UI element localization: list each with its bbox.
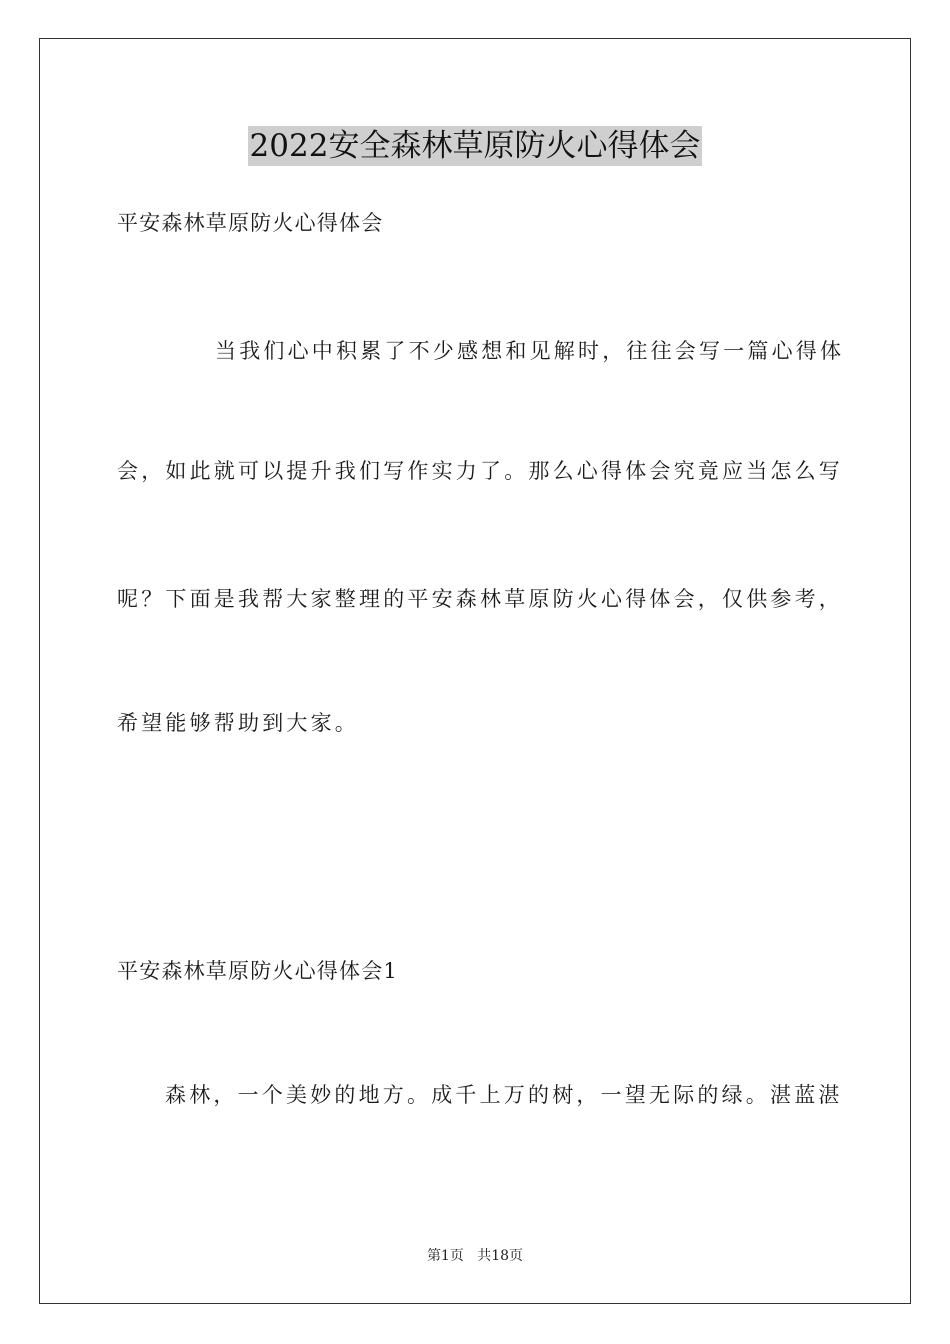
section-line-1: 森林，一个美妙的地方。成千上万的树，一望无际的绿。湛蓝湛 xyxy=(165,1083,843,1107)
page-total: 共18页 xyxy=(477,1248,524,1264)
intro-line-3: 呢？下面是我帮大家整理的平安森林草原防火心得体会，仅供参考， xyxy=(117,587,843,611)
page-number: 第1页 xyxy=(426,1248,464,1264)
section-heading: 平安森林草原防火心得体会1 xyxy=(117,959,398,983)
page-footer xyxy=(0,1246,950,1266)
document-title: 2022安全森林草原防火心得体会 xyxy=(249,128,701,164)
intro-line-4: 希望能够帮助到大家。 xyxy=(117,711,359,735)
document-subtitle: 平安森林草原防火心得体会 xyxy=(117,211,384,235)
intro-line-1: 当我们心中积累了不少感想和见解时，往往会写一篇心得体 xyxy=(215,339,845,363)
intro-line-2: 会，如此就可以提升我们写作实力了。那么心得体会究竟应当怎么写 xyxy=(117,459,843,483)
title-container xyxy=(0,126,950,166)
